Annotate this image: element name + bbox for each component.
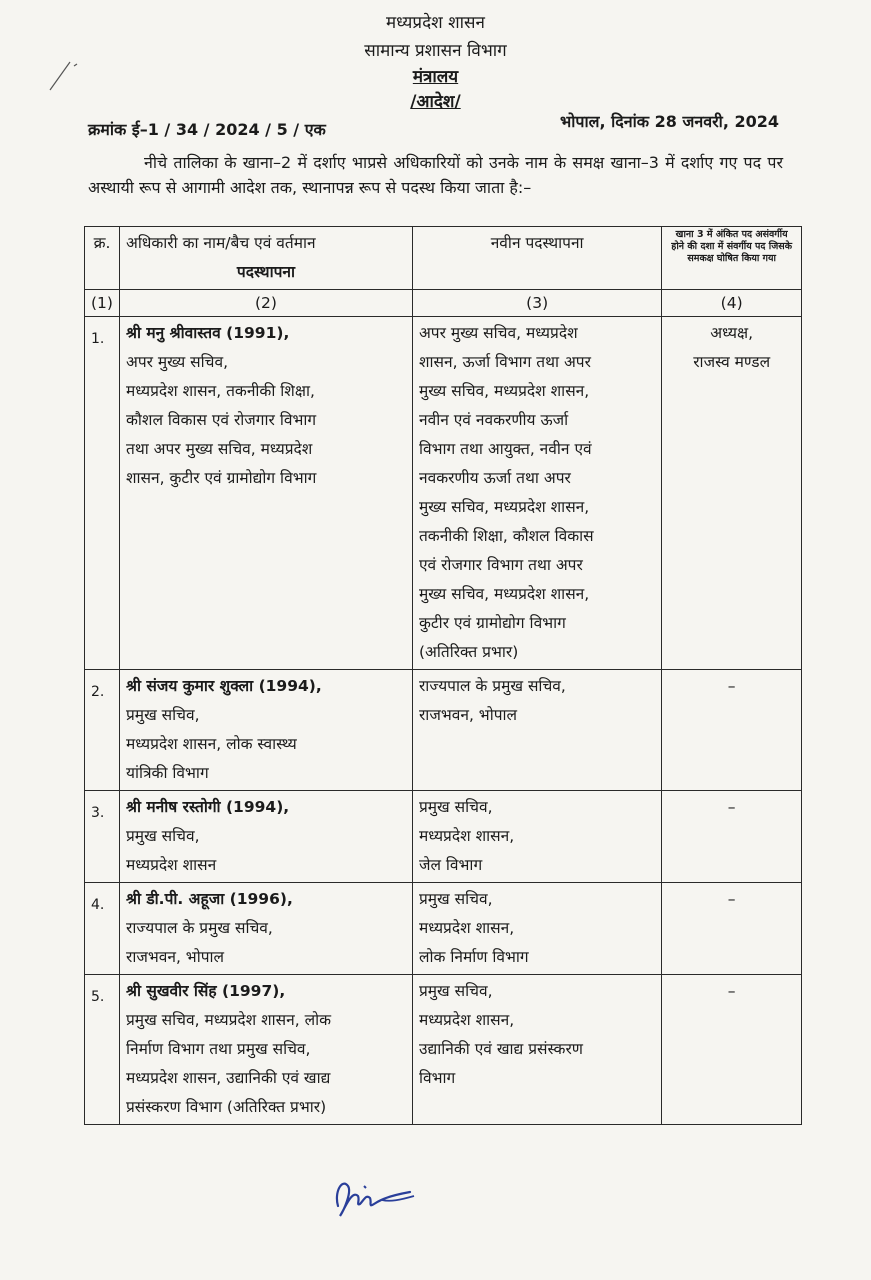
- current-posting-line: निर्माण विभाग तथा प्रमुख सचिव,: [125, 1040, 311, 1058]
- row-equivalent-post: [662, 670, 802, 791]
- posting-table: [84, 226, 802, 1125]
- row-serial: 4.: [85, 883, 120, 975]
- new-posting-line: शासन, ऊर्जा विभाग तथा अपर: [418, 353, 591, 371]
- header-equivalent-post: खाना 3 में अंकित पद असंवर्गीय होने की दशा में संवर्गीय पद जिसके समकक्ष घोषित किया गया: [662, 227, 802, 290]
- new-posting-line: प्रमुख सचिव,: [418, 890, 493, 908]
- current-posting-line: प्रमुख सचिव, मध्यप्रदेश शासन, लोक: [125, 1011, 332, 1029]
- new-posting-line: मुख्य सचिव, मध्यप्रदेश शासन,: [418, 585, 590, 603]
- current-posting-line: मध्यप्रदेश शासन, उद्यानिकी एवं खाद्य: [125, 1069, 331, 1087]
- new-posting-line: जेल विभाग: [418, 856, 483, 874]
- new-posting-line: मुख्य सचिव, मध्यप्रदेश शासन,: [418, 382, 590, 400]
- row-equivalent-post: [662, 317, 802, 670]
- row-officer: [119, 791, 412, 883]
- row-officer: [119, 317, 412, 670]
- current-posting-line: प्रमुख सचिव,: [125, 827, 200, 845]
- current-posting-line: राज्यपाल के प्रमुख सचिव,: [125, 919, 273, 937]
- intro-text: नीचे तालिका के खाना–2 में दर्शाए भाप्रसे अधिकारियों को उनके नाम के समक्ष खाना–3 में दर्शाए गए पद पर अस्थायी रूप से आगामी आदेश तक, स्थानापन्न रूप से पदस्थ किया जाता है:–: [88, 153, 783, 197]
- equivalent-post-line: राजस्व मण्डल: [693, 353, 771, 371]
- equivalent-post-line: अध्यक्ष,: [710, 324, 753, 342]
- header-ministry: मंत्रालय: [412, 67, 459, 87]
- row-serial: 2.: [85, 670, 120, 791]
- new-posting-line: उद्यानिकी एवं खाद्य प्रसंस्करण: [418, 1040, 583, 1058]
- table-row: [85, 670, 802, 791]
- new-posting-line: नवकरणीय ऊर्जा तथा अपर: [418, 469, 571, 487]
- officer-name: श्री मनु श्रीवास्तव (1991),: [125, 324, 290, 342]
- current-posting-line: मध्यप्रदेश शासन: [125, 856, 217, 874]
- current-posting-line: यांत्रिकी विभाग: [125, 764, 209, 782]
- new-posting-line: मध्यप्रदेश शासन,: [418, 1011, 515, 1029]
- header-new-posting: नवीन पदस्थापना: [412, 227, 661, 290]
- new-posting-line: तकनीकी शिक्षा, कौशल विकास: [418, 527, 594, 545]
- new-posting-line: प्रमुख सचिव,: [418, 982, 493, 1000]
- row-serial: 3.: [85, 791, 120, 883]
- current-posting-line: मध्यप्रदेश शासन, तकनीकी शिक्षा,: [125, 382, 315, 400]
- margin-pen-mark: [44, 56, 84, 96]
- row-officer: [119, 883, 412, 975]
- row-new-posting: [412, 317, 661, 670]
- row-new-posting: [412, 791, 661, 883]
- equivalent-post-line: –: [727, 798, 736, 816]
- table-header-row: [85, 227, 802, 290]
- officer-name: श्री संजय कुमार शुक्ला (1994),: [125, 677, 322, 695]
- row-officer: [119, 975, 412, 1125]
- header-department: सामान्य प्रशासन विभाग: [364, 41, 507, 61]
- signature-image: [324, 1166, 424, 1226]
- header-officer-line2: पदस्थापना: [236, 263, 296, 281]
- column-number-row: [85, 290, 802, 317]
- column-number: (4): [662, 290, 802, 317]
- current-posting-line: मध्यप्रदेश शासन, लोक स्वास्थ्य: [125, 735, 297, 753]
- officer-name: श्री डी.पी. अहूजा (1996),: [125, 890, 293, 908]
- header-order-title: /आदेश/: [410, 92, 461, 112]
- new-posting-line: (अतिरिक्त प्रभार): [418, 643, 519, 661]
- table-row: [85, 975, 802, 1125]
- row-new-posting: [412, 883, 661, 975]
- new-posting-line: मध्यप्रदेश शासन,: [418, 827, 515, 845]
- row-equivalent-post: [662, 883, 802, 975]
- new-posting-line: राज्यपाल के प्रमुख सचिव,: [418, 677, 566, 695]
- column-number: (1): [85, 290, 120, 317]
- column-number: (3): [412, 290, 661, 317]
- equivalent-post-line: –: [727, 982, 736, 1000]
- new-posting-line: एवं रोजगार विभाग तथा अपर: [418, 556, 583, 574]
- header-government: मध्यप्रदेश शासन: [386, 13, 485, 33]
- column-number: (2): [119, 290, 412, 317]
- new-posting-line: प्रमुख सचिव,: [418, 798, 493, 816]
- current-posting-line: अपर मुख्य सचिव,: [125, 353, 229, 371]
- officer-name: श्री सुखवीर सिंह (1997),: [125, 982, 286, 1000]
- row-new-posting: [412, 670, 661, 791]
- new-posting-line: अपर मुख्य सचिव, मध्यप्रदेश: [418, 324, 578, 342]
- order-date: भोपाल, दिनांक 28 जनवरी, 2024: [560, 112, 779, 131]
- table-row: [85, 317, 802, 670]
- row-serial: 5.: [85, 975, 120, 1125]
- current-posting-line: शासन, कुटीर एवं ग्रामोद्योग विभाग: [125, 469, 317, 487]
- new-posting-line: विभाग: [418, 1069, 456, 1087]
- new-posting-line: नवीन एवं नवकरणीय ऊर्जा: [418, 411, 569, 429]
- current-posting-line: राजभवन, भोपाल: [125, 948, 225, 966]
- new-posting-line: मध्यप्रदेश शासन,: [418, 919, 515, 937]
- current-posting-line: प्रमुख सचिव,: [125, 706, 200, 724]
- new-posting-line: लोक निर्माण विभाग: [418, 948, 529, 966]
- header-officer: [119, 227, 412, 290]
- intro-paragraph: [88, 150, 783, 200]
- new-posting-line: मुख्य सचिव, मध्यप्रदेश शासन,: [418, 498, 590, 516]
- equivalent-post-line: –: [727, 677, 736, 695]
- new-posting-line: कुटीर एवं ग्रामोद्योग विभाग: [418, 614, 566, 632]
- current-posting-line: कौशल विकास एवं रोजगार विभाग: [125, 411, 317, 429]
- table-row: [85, 791, 802, 883]
- table-body: [85, 317, 802, 1125]
- current-posting-line: प्रसंस्करण विभाग (अतिरिक्त प्रभार): [125, 1098, 327, 1116]
- row-serial: 1.: [85, 317, 120, 670]
- row-equivalent-post: [662, 975, 802, 1125]
- equivalent-post-line: –: [727, 890, 736, 908]
- header-serial: क्र.: [85, 227, 120, 290]
- row-new-posting: [412, 975, 661, 1125]
- officer-name: श्री मनीष रस्तोगी (1994),: [125, 798, 290, 816]
- table-row: [85, 883, 802, 975]
- row-officer: [119, 670, 412, 791]
- new-posting-line: राजभवन, भोपाल: [418, 706, 518, 724]
- current-posting-line: तथा अपर मुख्य सचिव, मध्यप्रदेश: [125, 440, 313, 458]
- new-posting-line: विभाग तथा आयुक्त, नवीन एवं: [418, 440, 592, 458]
- header-officer-line1: अधिकारी का नाम/बैच एवं वर्तमान: [125, 234, 316, 252]
- order-number: क्रमांक ई–1 / 34 / 2024 / 5 / एक: [88, 120, 326, 139]
- row-equivalent-post: [662, 791, 802, 883]
